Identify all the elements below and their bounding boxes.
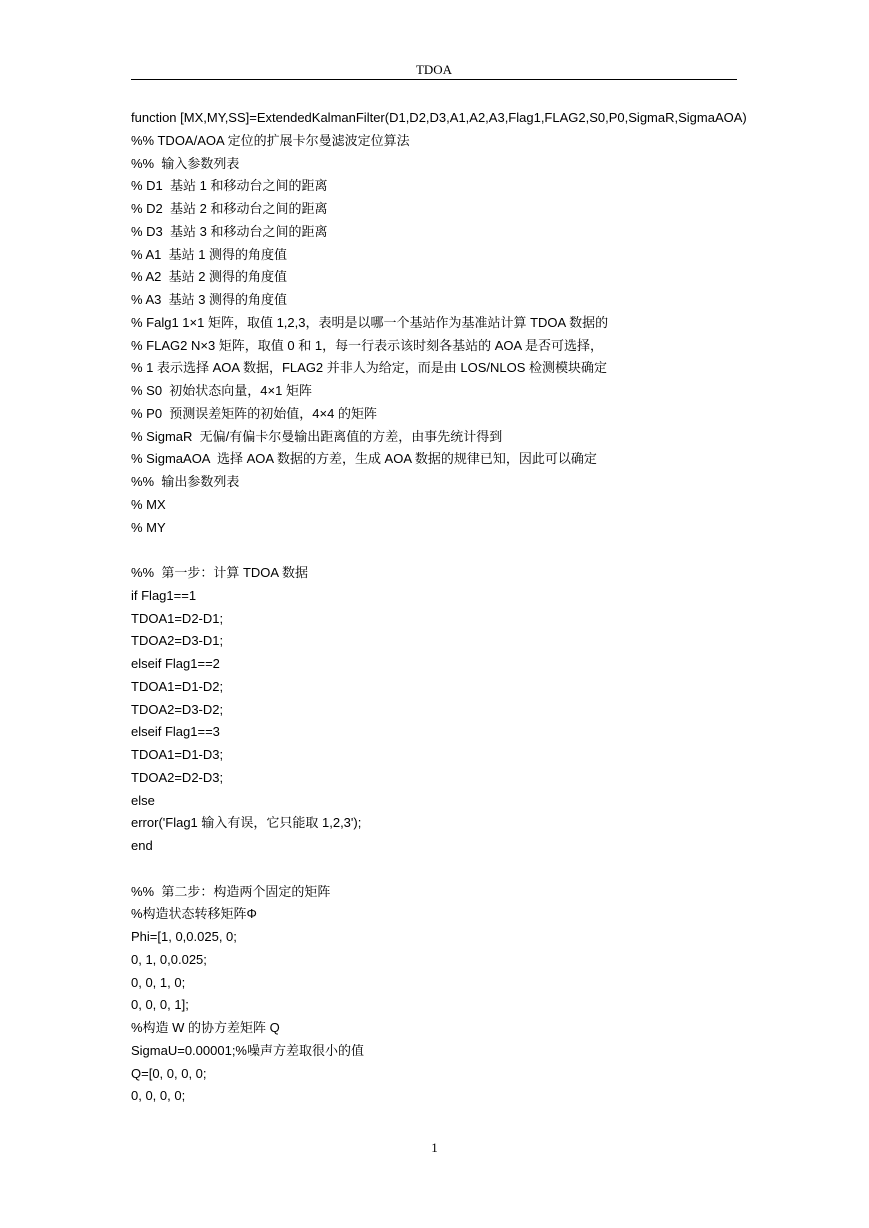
code-line: TDOA2=D3-D2; [131,701,224,717]
code-line: %% 输出参数列表 [131,474,240,489]
code-listing [131,107,751,1108]
code-line: elseif Flag1==3 [131,724,220,740]
code-line: %% TDOA/AOA 定位的扩展卡尔曼滤波定位算法 [131,132,410,148]
code-line: TDOA1=D1-D3; [131,747,224,762]
code-line: % FLAG2 N×3 矩阵，取值 0 和 1，每一行表示该时刻各基站的 AOA 是否可选择， [131,337,604,353]
code-line: % SigmaR 无偏/有偏卡尔曼输出距离值的方差，由事先统计得到 [131,428,503,444]
code-line: if Flag1==1 [131,587,197,603]
code-line: % MY [131,519,166,535]
code-line: % 1 表示选择 AOA 数据，FLAG2 并非人为给定，而是由 LOS/NLOS 检测模块确定 [131,360,608,376]
code-line: % SigmaAOA 选择 AOA 数据的方差，生成 AOA 数据的规律已知，因此可以确定 [131,451,597,467]
code-line: 0, 0, 0, 0; [131,1088,186,1104]
code-line: TDOA1=D2-D1; [131,610,224,626]
header-rule [131,79,737,80]
code-line: %% 第二步：构造两个固定的矩阵 [131,883,331,899]
code-line: % D3 基站 3 和移动台之间的距离 [131,223,328,239]
code-line: function [MX,MY,SS]=ExtendedKalmanFilter(D1,D2,D3,A1,A2,A3,Flag1,FLAG2,S0,P0,SigmaR,SigmaAOA) [131,110,747,125]
code-line: TDOA2=D2-D3; [131,769,224,785]
code-line: % A1 基站 1 测得的角度值 [131,246,288,262]
code-line: TDOA2=D3-D1; [131,633,224,649]
code-line: % D2 基站 2 和移动台之间的距离 [131,201,328,216]
code-line [131,858,751,881]
code-line: %构造状态转移矩阵Φ [131,906,257,922]
code-line: error('Flag1 输入有误，它只能取 1,2,3'); [131,815,362,831]
code-line: else [131,792,155,808]
code-line: %% 第一步：计算 TDOA 数据 [131,565,308,580]
code-line: %% 输入参数列表 [131,155,240,171]
code-line: SigmaU=0.00001;%噪声方差取很小的值 [131,1042,364,1058]
code-line: %构造 W 的协方差矩阵 Q [131,1020,280,1035]
code-line [131,539,751,562]
code-line: 0, 0, 1, 0; [131,974,186,990]
code-line: TDOA1=D1-D2; [131,678,224,694]
code-line: % MX [131,496,166,512]
code-line: % A2 基站 2 测得的角度值 [131,269,288,285]
code-line: % D1 基站 1 和移动台之间的距离 [131,178,328,194]
code-line: % A3 基站 3 测得的角度值 [131,292,288,307]
code-line: end [131,838,153,853]
code-line: % S0 初始状态向量，4×1 矩阵 [131,383,312,398]
code-line: 0, 0, 0, 1]; [131,997,189,1013]
code-line: % Falg1 1×1 矩阵，取值 1,2,3，表明是以哪一个基站作为基准站计算 TDOA 数据的 [131,314,609,330]
code-line: elseif Flag1==2 [131,656,220,671]
page-number: 1 [431,1140,438,1155]
code-line: 0, 1, 0,0.025; [131,951,207,967]
page-header: TDOA [415,62,453,77]
code-line: Phi=[1, 0,0.025, 0; [131,929,237,944]
code-line: % P0 预测误差矩阵的初始值，4×4 的矩阵 [131,405,377,421]
code-line: Q=[0, 0, 0, 0; [131,1065,207,1081]
